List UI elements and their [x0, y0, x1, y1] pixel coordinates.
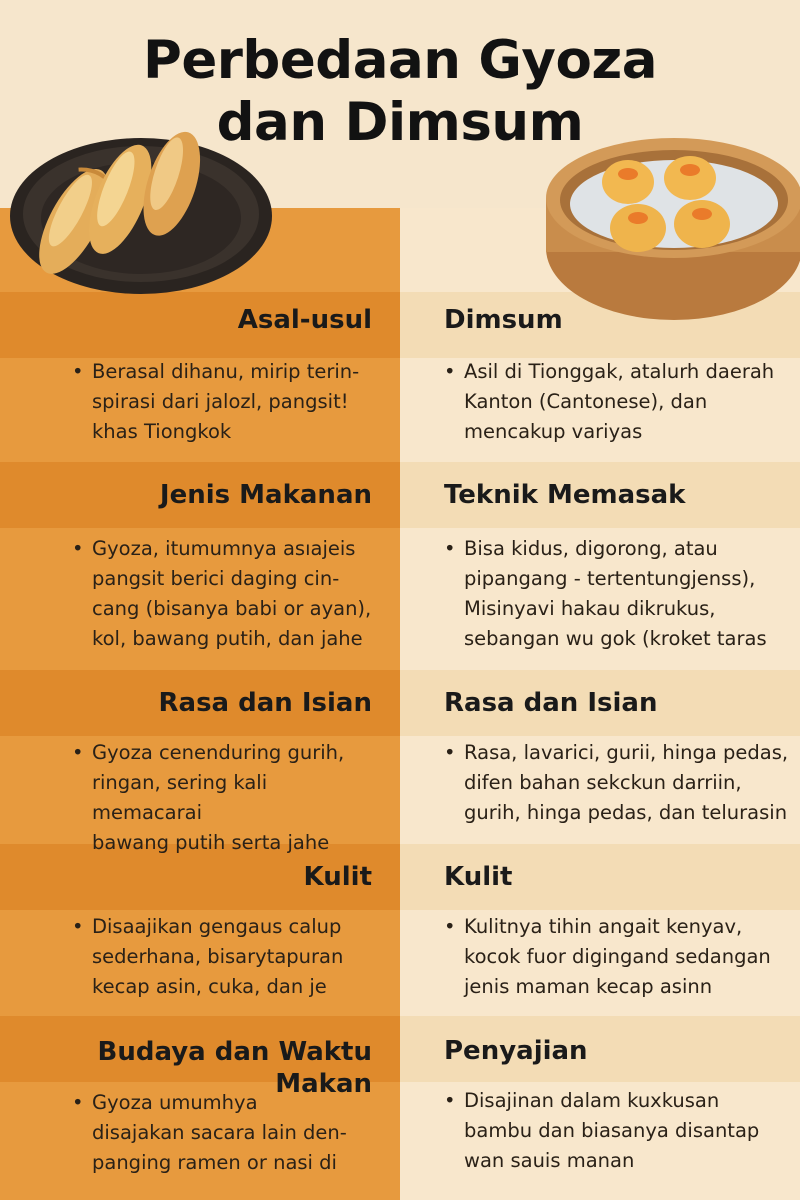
- bamboo-steamer-icon: [542, 128, 800, 322]
- text-teknik-memasak: [444, 534, 789, 654]
- bullet: •: [72, 360, 84, 383]
- text-line: Gyoza umumhya: [92, 1091, 258, 1114]
- heading-rasa-isian-dimsum: Rasa dan Isian: [444, 688, 658, 718]
- heading-rasa-isian-gyoza: Rasa dan Isian: [158, 688, 372, 718]
- text-rasa-isian-dimsum: [444, 738, 789, 828]
- text-line: difen bahan sekckun darriin,: [464, 771, 742, 794]
- title-line-2: dan Dimsum: [216, 92, 584, 153]
- heading-dimsum: Dimsum: [444, 305, 563, 335]
- heading-kulit-dimsum: Kulit: [444, 862, 513, 892]
- bullet: •: [72, 1091, 84, 1114]
- text-jenis-makanan: [72, 534, 382, 654]
- text-line: Disaajikan gengaus calup: [92, 915, 342, 938]
- heading-penyajian: Penyajian: [444, 1036, 588, 1066]
- text-asal-usul-gyoza: [72, 357, 382, 447]
- text-line: bambu dan biasanya disantap: [464, 1119, 760, 1142]
- heading-asal-usul: Asal-usul: [237, 305, 372, 335]
- text-line: cang (bisanya babi or ayan),: [92, 597, 372, 620]
- siomay-dumpling: [602, 160, 654, 204]
- bullet: •: [72, 741, 84, 764]
- text-budaya-waktu-makan: [72, 1088, 382, 1178]
- bullet: •: [444, 1089, 456, 1112]
- text-line: khas Tiongkok: [92, 420, 232, 443]
- text-penyajian: [444, 1086, 789, 1176]
- page-title: [0, 30, 800, 154]
- heading-line: Budaya dan Waktu: [97, 1037, 372, 1067]
- text-line: kecap asin, cuka, dan je: [92, 975, 327, 998]
- text-line: panging ramen or nasi di: [92, 1151, 337, 1174]
- text-line: bawang putih serta jahe: [92, 831, 330, 854]
- heading-teknik-memasak: Teknik Memasak: [444, 480, 686, 510]
- heading-line: Makan: [275, 1069, 372, 1099]
- text-rasa-isian-gyoza: [72, 738, 382, 858]
- text-asal-usul-dimsum: [444, 357, 789, 447]
- bullet: •: [72, 537, 84, 560]
- text-line: pipangang - tertentungjenss),: [464, 567, 756, 590]
- siomay-dumpling: [610, 204, 666, 252]
- text-line: Gyoza cenenduring gurih,: [92, 741, 345, 764]
- text-line: Kulitnya tihin angait kenyav,: [464, 915, 743, 938]
- siomay-dumpling: [674, 200, 730, 248]
- bullet: •: [444, 915, 456, 938]
- text-line: jenis maman kecap asinn: [464, 975, 713, 998]
- bullet: •: [444, 741, 456, 764]
- text-line: ringan, sering kali memacarai: [92, 771, 268, 824]
- text-line: gurih, hinga pedas, dan telurasin: [464, 801, 788, 824]
- text-line: Asil di Tionggak, atalurh daerah: [464, 360, 775, 383]
- text-line: kol, bawang putih, dan jahe: [92, 627, 363, 650]
- text-line: spirasi dari jalozl, pangsit!: [92, 390, 349, 413]
- text-kulit-gyoza: [72, 912, 382, 1002]
- heading-kulit-gyoza: Kulit: [303, 862, 372, 892]
- bullet: •: [72, 915, 84, 938]
- heading-jenis-makanan: Jenis Makanan: [159, 480, 372, 510]
- text-line: disajakan sacara lain den-: [92, 1121, 347, 1144]
- text-line: sebangan wu gok (kroket taras: [464, 627, 767, 650]
- text-kulit-dimsum: [444, 912, 789, 1002]
- text-line: Rasa, lavarici, gurii, hinga pedas,: [464, 741, 789, 764]
- text-line: Gyoza, itumumnya asıajeis: [92, 537, 356, 560]
- text-line: kocok fuor digingand sedangan: [464, 945, 771, 968]
- text-line: wan sauis manan: [464, 1149, 635, 1172]
- text-line: Misinyavi hakau dikrukus,: [464, 597, 716, 620]
- text-line: Kanton (Cantonese), dan: [464, 390, 708, 413]
- text-line: Disajinan dalam kuxkusan: [464, 1089, 720, 1112]
- text-line: pangsit berici daging cin-: [92, 567, 340, 590]
- bullet: •: [444, 537, 456, 560]
- siomay-dumpling: [664, 156, 716, 200]
- text-line: mencakup variyas: [464, 420, 643, 443]
- title-line-1: Perbedaan Gyoza: [142, 30, 658, 91]
- text-line: Berasal dihanu, mirip terin-: [92, 360, 360, 383]
- text-line: sederhana, bisarytapuran: [92, 945, 344, 968]
- text-line: Bisa kidus, digorong, atau: [464, 537, 718, 560]
- bullet: •: [444, 360, 456, 383]
